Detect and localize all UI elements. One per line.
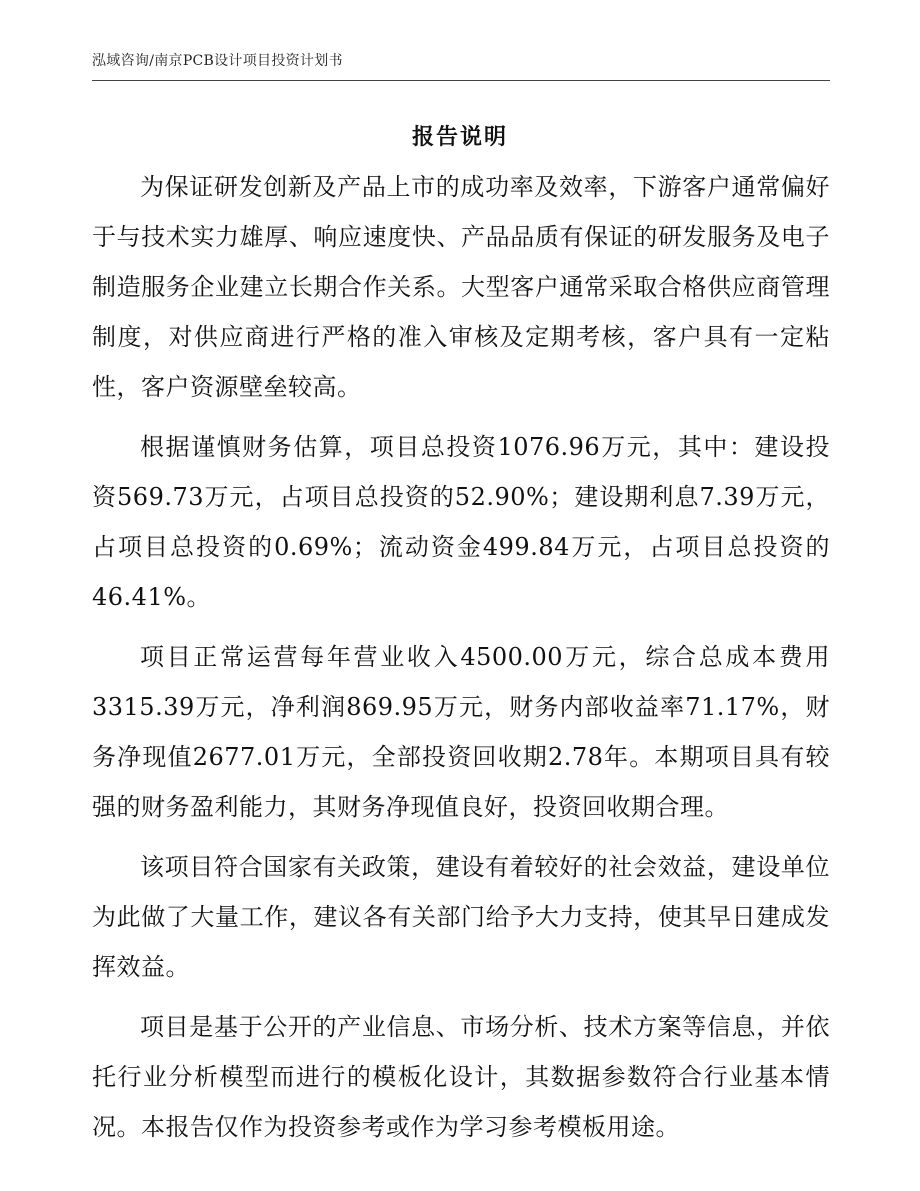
page-title: 报告说明 bbox=[411, 124, 508, 150]
paragraph-investment: 根据谨慎财务估算，项目总投资1076.96万元，其中：建设投资569.73万元，占项目总投资的52.90%；建设期利息7.39万元，占项目总投资的0.69%；流动资金499.84万元，占项目总投资的46.41%。 bbox=[92, 433, 830, 611]
page-header: 泓域咨询/南京PCB设计项目投资计划书 bbox=[92, 53, 343, 69]
report-body bbox=[92, 162, 830, 1162]
paragraph-customer-barrier: 为保证研发创新及产品上市的成功率及效率，下游客户通常偏好于与技术实力雄厚、响应速度快、产品品质有保证的研发服务及电子制造服务企业建立长期合作关系。大型客户通常采取合格供应商管理制度，对供应商进行严格的准入审核及定期考核，客户具有一定粘性，客户资源壁垒较高。 bbox=[92, 173, 830, 401]
paragraph-revenue: 项目正常运营每年营业收入4500.00万元，综合总成本费用3315.39万元，净利润869.95万元，财务内部收益率71.17%，财务净现值2677.01万元，全部投资回收期2.78年。本期项目具有较强的财务盈利能力，其财务净现值良好，投资回收期合理。 bbox=[92, 643, 830, 821]
header-divider bbox=[92, 80, 830, 81]
paragraph-policy: 该项目符合国家有关政策，建设有着较好的社会效益，建设单位为此做了大量工作，建议各有关部门给予大力支持，使其早日建成发挥效益。 bbox=[92, 853, 830, 981]
paragraph-disclaimer: 项目是基于公开的产业信息、市场分析、技术方案等信息，并依托行业分析模型而进行的模板化设计，其数据参数符合行业基本情况。本报告仅作为投资参考或作为学习参考模板用途。 bbox=[92, 1013, 830, 1141]
